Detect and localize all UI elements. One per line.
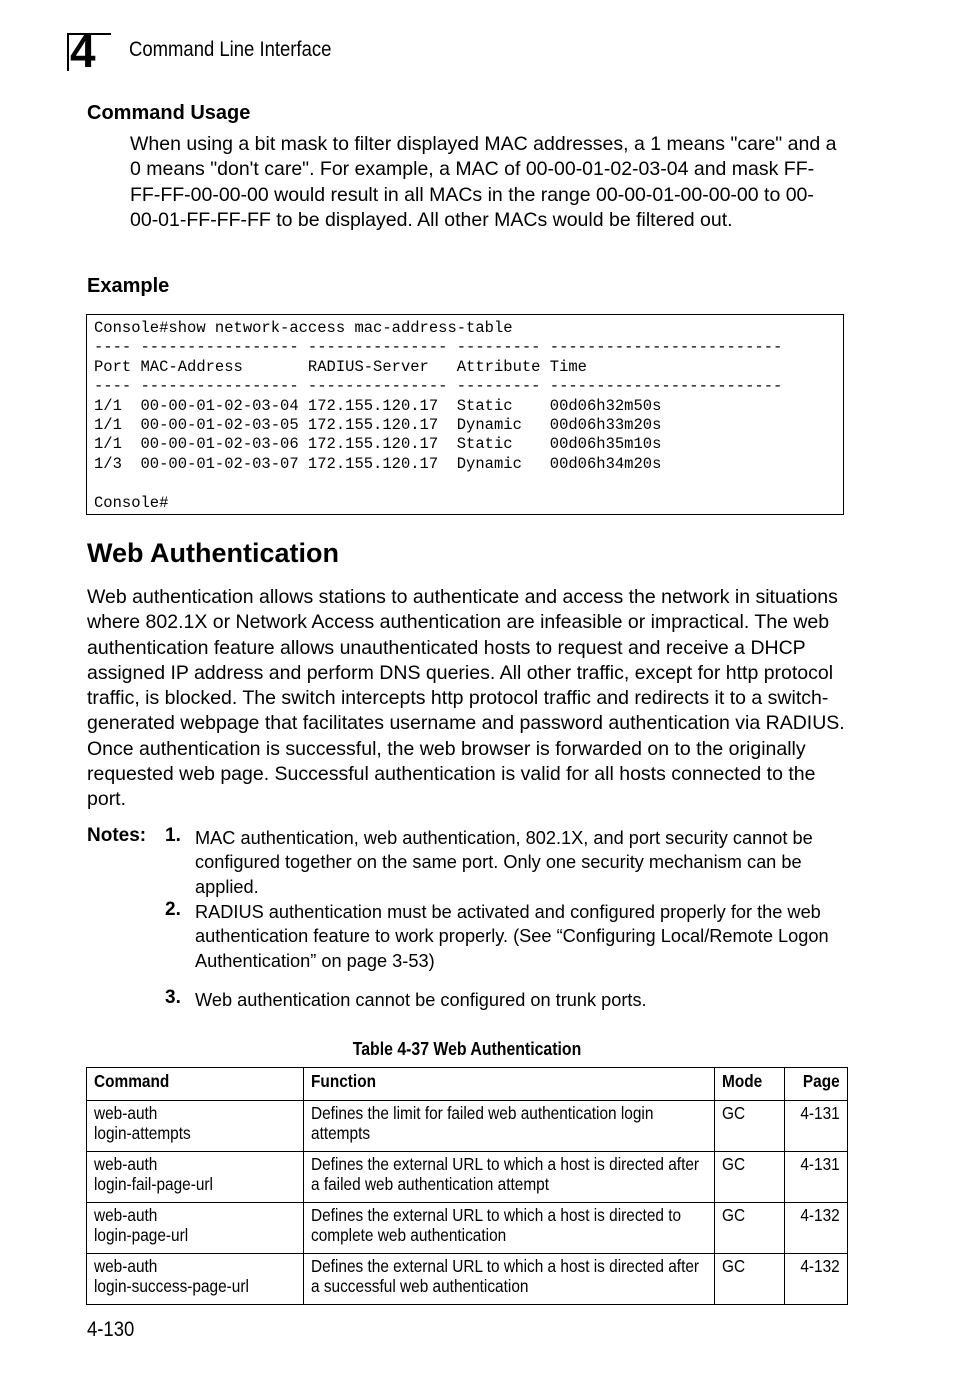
note-number: 3. — [165, 987, 181, 1008]
command-cell: web-auth login-success-page-url — [87, 1254, 304, 1305]
notes-label: Notes: — [87, 825, 147, 846]
section-title: Web Authentication — [87, 538, 339, 568]
section-body: Web authentication allows stations to authenticate and access the network in situations where 802.1X or Network Access authentication are infeasible or impractical. The web authentication feature allows unauthenticated hosts to request and receive a DHCP assigned IP address and perform DNS queries. All other traffic, except for http protocol traffic, is blocked. The switch intercepts http protocol traffic and redirects it to a switch-generated webpage that facilitates username and password authentication via RADIUS. Once authentication is successful, the web browser is forwarded on to the originally requested web page. Successful authentication is valid for all hosts connected to the port. — [87, 586, 845, 811]
function-cell: Defines the external URL to which a host is directed after a successful web authentication — [304, 1254, 715, 1305]
note-text: Web authentication cannot be configured on trunk ports. — [195, 990, 647, 1010]
code-example-box — [86, 314, 844, 515]
function-cell: Defines the external URL to which a host is directed after a failed web authentication attempt — [304, 1152, 715, 1203]
column-header-function: Function — [304, 1068, 715, 1101]
table-row — [87, 1101, 848, 1152]
page-cell: 4-131 — [785, 1101, 848, 1152]
function-cell: Defines the external URL to which a host is directed to complete web authentication — [304, 1203, 715, 1254]
chapter-number: 4 — [70, 25, 95, 77]
function-cell: Defines the limit for failed web authentication login attempts — [304, 1101, 715, 1152]
table-caption: Table 4-37 Web Authentication — [352, 1039, 582, 1059]
note-text: RADIUS authentication must be activated and configured properly for the web authentication feature to work properly. (See “Configuring Local/Remote Logon Authentication” on page 3-53) — [195, 902, 829, 971]
column-header-page: Page — [785, 1068, 848, 1101]
command-usage-heading: Command Usage — [87, 102, 251, 124]
mode-cell: GC — [715, 1203, 785, 1254]
page-cell: 4-132 — [785, 1254, 848, 1305]
table-header-row — [87, 1068, 848, 1101]
page-number: 4-130 — [87, 1318, 135, 1341]
mode-cell: GC — [715, 1152, 785, 1203]
command-cell: web-auth login-fail-page-url — [87, 1152, 304, 1203]
note-text: MAC authentication, web authentication, 802.1X, and port security cannot be configured together on the same port. Only one security mechanism can be applied. — [195, 828, 813, 897]
column-header-mode: Mode — [715, 1068, 785, 1101]
note-number: 2. — [165, 899, 181, 920]
code-example: Console#show network-access mac-address-table ---- ----------------- --------------- --------- ------------------------- Port MAC-Address RADIUS-Server Attribute Time ---- ----------------- --------------- --------- ------------------------- 1/1 00-00-01-02-03-04 172.155.120.17 Static 00d06h32m50s 1/1 00-00-01-02-03-05 172.155.120.17 Dynamic 00d06h33m20s 1/1 00-00-01-02-03-06 172.155.120.17 Static 00d06h35m10s 1/3 00-00-01-02-03-07 172.155.120.17 Dynamic 00d06h34m20s Console# — [94, 319, 783, 512]
table-row — [87, 1254, 848, 1305]
mode-cell: GC — [715, 1101, 785, 1152]
table-row — [87, 1203, 848, 1254]
web-auth-command-table — [86, 1067, 848, 1305]
mode-cell: GC — [715, 1254, 785, 1305]
page-cell: 4-132 — [785, 1203, 848, 1254]
table-row — [87, 1152, 848, 1203]
column-header-command: Command — [87, 1068, 304, 1101]
command-cell: web-auth login-attempts — [87, 1101, 304, 1152]
running-title: Command Line Interface — [129, 38, 332, 61]
note-number: 1. — [165, 825, 181, 846]
command-usage-text: When using a bit mask to filter displayed MAC addresses, a 1 means "care" and a 0 means "don't care". For example, a MAC of 00-00-01-02-03-04 and mask FF-FF-FF-00-00-00 would result in all MACs in the range 00-00-01-00-00-00 to 00-00-01-FF-FF-FF to be displayed. All other MACs would be filtered out. — [130, 133, 837, 231]
command-cell: web-auth login-page-url — [87, 1203, 304, 1254]
page-cell: 4-131 — [785, 1152, 848, 1203]
example-heading: Example — [87, 275, 170, 297]
